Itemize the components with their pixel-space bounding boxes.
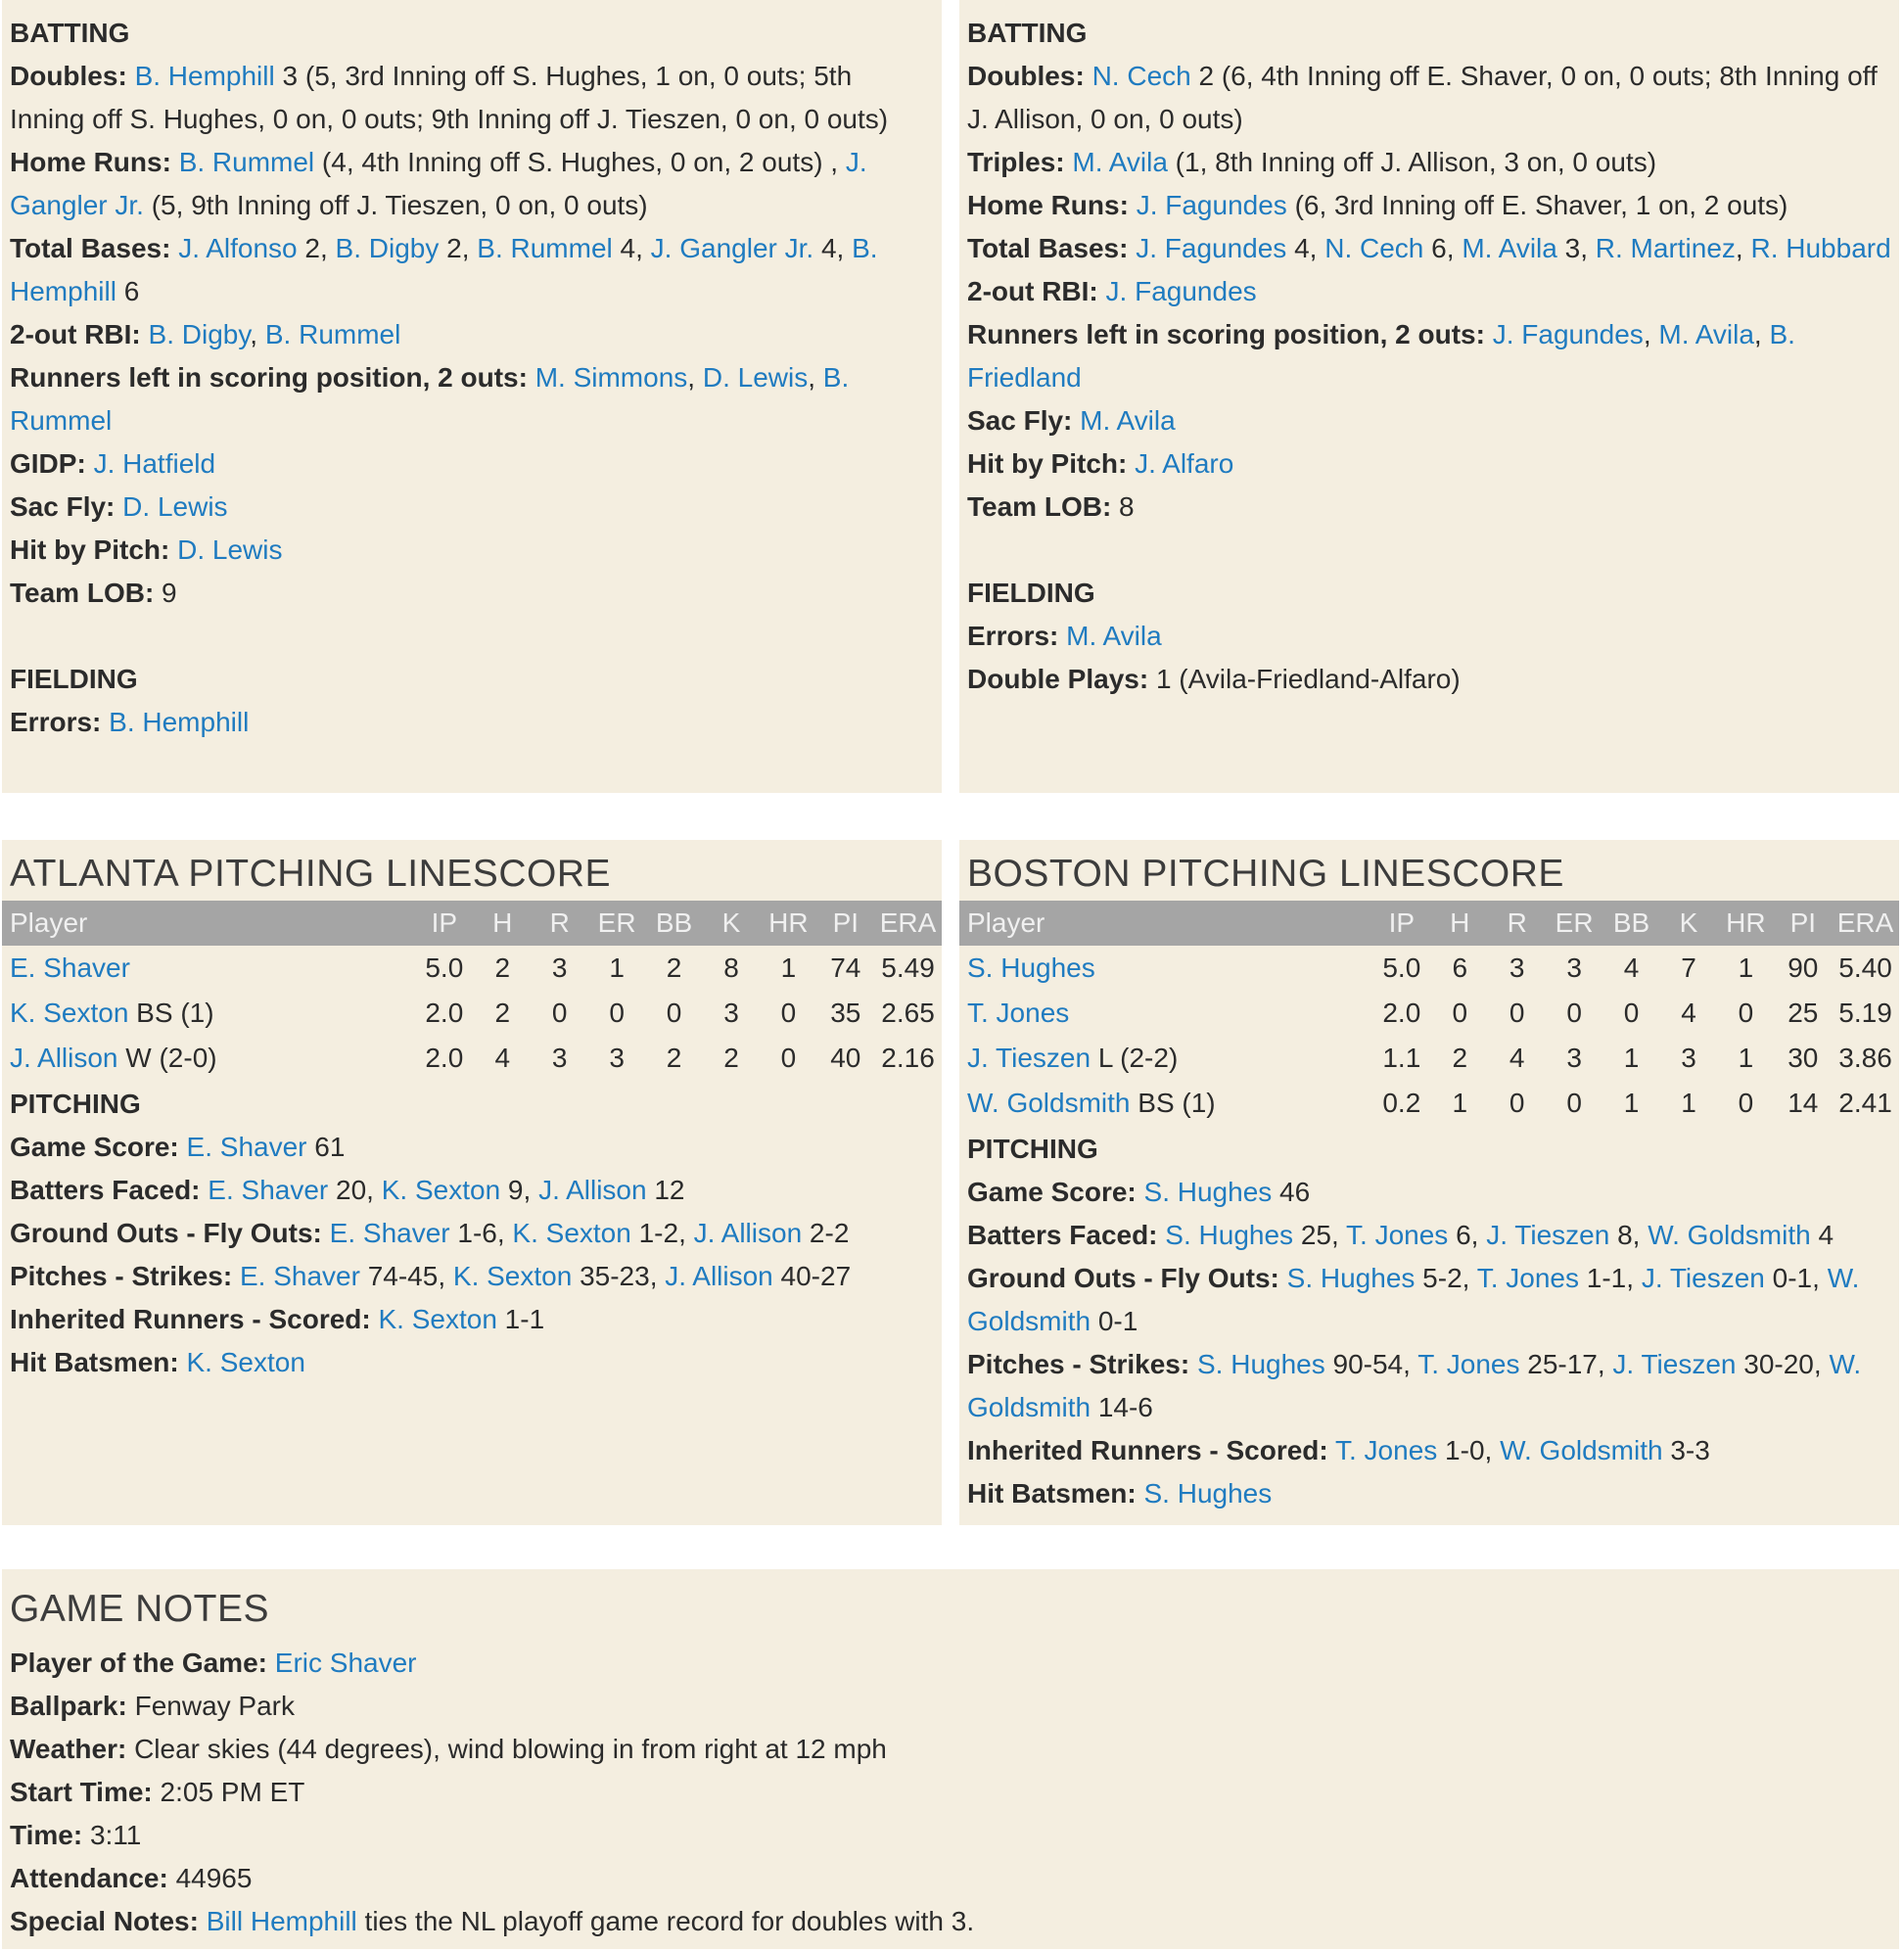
hit-batsmen-line: Hit Batsmen: S. Hughes — [967, 1478, 1273, 1509]
ballpark-line: Ballpark: Fenway Park — [10, 1691, 295, 1721]
player-link[interactable]: B. Hemphill — [109, 707, 250, 737]
player-link[interactable]: E. Shaver — [10, 952, 130, 983]
player-link[interactable]: J. Gangler Jr. — [650, 233, 814, 263]
panel-title: ATLANTA PITCHING LINESCORE — [10, 853, 611, 895]
table-row: J. Allison W (2-0) 2.0 4 3 3 2 2 0 40 2.16 — [10, 1043, 935, 1073]
player-link[interactable]: M. Avila — [1072, 147, 1168, 177]
fielding-heading: FIELDING — [967, 578, 1095, 608]
player-link[interactable]: E. Shaver — [208, 1175, 329, 1205]
game-notes-panel — [2, 1569, 1899, 1949]
column-header: IP — [415, 901, 475, 946]
column-header: Player — [959, 901, 1372, 946]
column-header: IP — [1372, 901, 1432, 946]
player-link[interactable]: Eric Shaver — [274, 1648, 417, 1678]
player-link[interactable]: J. Alfaro — [1135, 448, 1234, 479]
player-link[interactable]: W. Goldsmith — [967, 1349, 1862, 1422]
column-header: ERA — [1832, 901, 1899, 946]
column-header: Player — [2, 901, 415, 946]
fielding-heading: FIELDING — [10, 664, 138, 694]
player-link[interactable]: N. Cech — [1091, 61, 1191, 91]
player-link[interactable]: D. Lewis — [177, 534, 283, 565]
player-link[interactable]: T. Jones — [1335, 1435, 1438, 1465]
two-out-rbi-line: 2-out RBI: B. Digby, B. Rummel — [10, 319, 401, 349]
player-link[interactable]: J. Fagundes — [1492, 319, 1644, 349]
total-bases-line: Total Bases: J. Fagundes 4, N. Cech 6, M. Avila 3, R. Martinez, R. Hubbard — [967, 233, 1891, 263]
column-header: ER — [1546, 901, 1602, 946]
game-score-line: Game Score: E. Shaver 61 — [10, 1132, 346, 1162]
column-header: BB — [645, 901, 702, 946]
player-link[interactable]: T. Jones — [1346, 1220, 1449, 1250]
player-link[interactable]: M. Avila — [1462, 233, 1557, 263]
player-link[interactable]: M. Avila — [1080, 405, 1176, 436]
player-link[interactable]: W. Goldsmith — [1500, 1435, 1663, 1465]
column-header: K — [703, 901, 760, 946]
hbp-line: Hit by Pitch: D. Lewis — [10, 534, 283, 565]
column-header: K — [1660, 901, 1717, 946]
player-link[interactable]: J. Allison — [10, 1043, 118, 1073]
gidp-line: GIDP: J. Hatfield — [10, 448, 216, 479]
atlanta-pitching-panel — [2, 840, 942, 1525]
column-header: H — [1431, 901, 1488, 946]
player-link[interactable]: K. Sexton — [10, 998, 129, 1028]
player-link[interactable]: S. Hughes — [967, 952, 1095, 983]
batting-heading: BATTING — [10, 18, 130, 48]
boston-pitching-panel — [959, 840, 1899, 1525]
player-link[interactable]: W. Goldsmith — [1648, 1220, 1811, 1250]
table-header-row — [2, 901, 942, 946]
player-link[interactable]: B. Digby — [335, 233, 440, 263]
player-of-game-line: Player of the Game: Eric Shaver — [10, 1648, 417, 1678]
column-header: ERA — [874, 901, 942, 946]
pitching-linescore-table — [959, 901, 1899, 1126]
player-link[interactable]: S. Hughes — [1286, 1263, 1416, 1293]
player-link[interactable]: N. Cech — [1324, 233, 1424, 263]
game-time-line: Time: 3:11 — [10, 1820, 142, 1850]
player-link[interactable]: S. Hughes — [1196, 1349, 1325, 1379]
player-link[interactable]: B. Hemphill — [134, 61, 275, 91]
pitching-linescore-table — [2, 901, 942, 1081]
player-link[interactable]: J. Fagundes — [1136, 233, 1287, 263]
player-link[interactable]: D. Lewis — [702, 362, 809, 393]
player-link[interactable]: B. Hemphill — [10, 233, 878, 306]
player-link[interactable]: K. Sexton — [381, 1175, 501, 1205]
game-score-line: Game Score: S. Hughes 46 — [967, 1177, 1311, 1207]
team-lob-line: Team LOB: 8 — [967, 491, 1135, 522]
two-out-rbi-line: 2-out RBI: J. Fagundes — [967, 276, 1257, 306]
doubles-line: Doubles: B. Hemphill 3 (5, 3rd Inning off S. Hughes, 1 on, 0 outs; 5th Inning off S. Hughes, 0 on, 0 outs; 9th Inning off J. Tieszen, 0 on, 0 outs) — [10, 61, 889, 134]
batters-faced-line: Batters Faced: S. Hughes 25, T. Jones 6, J. Tieszen 8, W. Goldsmith 4 — [967, 1220, 1834, 1250]
attendance-line: Attendance: 44965 — [10, 1863, 253, 1893]
table-row: K. Sexton BS (1) 2.0 2 0 0 0 3 0 35 2.65 — [10, 998, 935, 1028]
player-link[interactable]: K. Sexton — [452, 1261, 573, 1291]
player-link[interactable]: B. Rummel — [178, 147, 315, 177]
player-link[interactable]: B. Rummel — [264, 319, 401, 349]
double-plays-line: Double Plays: 1 (Avila-Friedland-Alfaro) — [967, 664, 1461, 694]
errors-line: Errors: M. Avila — [967, 621, 1162, 651]
player-link[interactable]: K. Sexton — [512, 1218, 631, 1248]
player-link[interactable]: R. Martinez — [1595, 233, 1736, 263]
player-link[interactable]: J. Tieszen — [967, 1043, 1091, 1073]
inherited-runners-line: Inherited Runners - Scored: K. Sexton 1-1 — [10, 1304, 545, 1334]
player-link[interactable]: E. Shaver — [186, 1132, 307, 1162]
player-link[interactable]: J. Allison — [693, 1218, 803, 1248]
sac-fly-line: Sac Fly: M. Avila — [967, 405, 1176, 436]
column-header: H — [474, 901, 531, 946]
column-header: ER — [588, 901, 645, 946]
player-link[interactable]: B. Friedland — [967, 319, 1795, 393]
batters-faced-line: Batters Faced: E. Shaver 20, K. Sexton 9, J. Allison 12 — [10, 1175, 685, 1205]
inherited-runners-line: Inherited Runners - Scored: T. Jones 1-0, W. Goldsmith 3-3 — [967, 1435, 1710, 1465]
player-link[interactable]: K. Sexton — [378, 1304, 497, 1334]
player-link[interactable]: J. Alfonso — [178, 233, 298, 263]
table-row: E. Shaver 5.0 2 3 1 2 8 1 74 5.49 — [10, 952, 935, 983]
weather-line: Weather: Clear skies (44 degrees), wind blowing in from right at 12 mph — [10, 1734, 887, 1764]
player-link[interactable]: J. Tieszen — [1612, 1349, 1737, 1379]
pitches-strikes-line: Pitches - Strikes: S. Hughes 90-54, T. Jones 25-17, J. Tieszen 30-20, W. Goldsmith 14-6 — [967, 1349, 1862, 1422]
atlanta-batting-panel — [2, 0, 942, 793]
column-header: R — [532, 901, 588, 946]
total-bases-line: Total Bases: J. Alfonso 2, B. Digby 2, B. Rummel 4, J. Gangler Jr. 4, B. Hemphill 6 — [10, 233, 878, 306]
player-link[interactable]: J. Fagundes — [1136, 190, 1287, 220]
triples-line: Triples: M. Avila (1, 8th Inning off J. Allison, 3 on, 0 outs) — [967, 147, 1657, 177]
player-link[interactable]: R. Hubbard — [1750, 233, 1891, 263]
player-link[interactable]: W. Goldsmith — [967, 1088, 1131, 1118]
player-link[interactable]: M. Simmons — [534, 362, 688, 393]
column-header: PI — [817, 901, 874, 946]
column-header: PI — [1775, 901, 1832, 946]
risp-line: Runners left in scoring position, 2 outs: J. Fagundes, M. Avila, B. Friedland — [967, 319, 1795, 393]
pitches-strikes-line: Pitches - Strikes: E. Shaver 74-45, K. Sexton 35-23, J. Allison 40-27 — [10, 1261, 852, 1291]
hit-batsmen-line: Hit Batsmen: K. Sexton — [10, 1347, 305, 1377]
pitching-heading: PITCHING — [10, 1089, 141, 1119]
sac-fly-line: Sac Fly: D. Lewis — [10, 491, 228, 522]
player-link[interactable]: S. Hughes — [1143, 1478, 1273, 1509]
player-link[interactable]: J. Allison — [538, 1175, 647, 1205]
panel-title: GAME NOTES — [10, 1588, 270, 1630]
errors-line: Errors: B. Hemphill — [10, 707, 250, 737]
team-lob-line: Team LOB: 9 — [10, 578, 177, 608]
player-link[interactable]: B. Rummel — [477, 233, 613, 263]
player-link[interactable]: T. Jones — [1417, 1349, 1520, 1379]
table-row: S. Hughes 5.0 6 3 3 4 7 1 90 5.40 — [967, 952, 1892, 983]
hbp-line: Hit by Pitch: J. Alfaro — [967, 448, 1234, 479]
doubles-line: Doubles: N. Cech 2 (6, 4th Inning off E. Shaver, 0 on, 0 outs; 8th Inning off J. Allison, 0 on, 0 outs) — [967, 61, 1878, 134]
home-runs-line: Home Runs: J. Fagundes (6, 3rd Inning off E. Shaver, 1 on, 2 outs) — [967, 190, 1788, 220]
column-header: HR — [760, 901, 816, 946]
column-header: BB — [1602, 901, 1659, 946]
player-link[interactable]: T. Jones — [967, 998, 1070, 1028]
start-time-line: Start Time: 2:05 PM ET — [10, 1777, 305, 1807]
batting-heading: BATTING — [967, 18, 1088, 48]
player-link[interactable]: W. Goldsmith — [967, 1263, 1860, 1336]
player-link[interactable]: E. Shaver — [239, 1261, 360, 1291]
player-link[interactable]: Bill Hemphill — [206, 1906, 357, 1936]
player-link[interactable]: J. Tieszen — [1486, 1220, 1610, 1250]
ground-fly-outs-line: Ground Outs - Fly Outs: S. Hughes 5-2, T. Jones 1-1, J. Tieszen 0-1, W. Goldsmith 0-1 — [967, 1263, 1860, 1336]
table-row: T. Jones 2.0 0 0 0 0 4 0 25 5.19 — [967, 998, 1892, 1028]
table-row: J. Tieszen L (2-2) 1.1 2 4 3 1 3 1 30 3.86 — [967, 1043, 1892, 1073]
player-link[interactable]: J. Tieszen — [1641, 1263, 1765, 1293]
player-link[interactable]: B. Rummel — [10, 362, 850, 436]
player-link[interactable]: B. Digby — [148, 319, 251, 349]
player-link[interactable]: J. Hatfield — [93, 448, 216, 479]
column-header: R — [1489, 901, 1546, 946]
player-link[interactable]: J. Allison — [665, 1261, 773, 1291]
player-link[interactable]: D. Lewis — [122, 491, 228, 522]
pitching-heading: PITCHING — [967, 1134, 1098, 1164]
player-link[interactable]: E. Shaver — [329, 1218, 450, 1248]
player-link[interactable]: J. Fagundes — [1105, 276, 1257, 306]
special-notes-line: Special Notes: Bill Hemphill ties the NL playoff game record for doubles with 3. — [10, 1906, 975, 1936]
player-link[interactable]: S. Hughes — [1165, 1220, 1294, 1250]
home-runs-line: Home Runs: B. Rummel (4, 4th Inning off S. Hughes, 0 on, 2 outs) , J. Gangler Jr. (5, 9th Inning off J. Tieszen, 0 on, 0 outs) — [10, 147, 867, 220]
player-link[interactable]: M. Avila — [1658, 319, 1754, 349]
player-link[interactable]: S. Hughes — [1143, 1177, 1273, 1207]
ground-fly-outs-line: Ground Outs - Fly Outs: E. Shaver 1-6, K. Sexton 1-2, J. Allison 2-2 — [10, 1218, 850, 1248]
table-header-row — [959, 901, 1899, 946]
column-header: HR — [1717, 901, 1774, 946]
risp-line: Runners left in scoring position, 2 outs: M. Simmons, D. Lewis, B. Rummel — [10, 362, 850, 436]
boston-batting-panel — [959, 0, 1899, 793]
table-row: W. Goldsmith BS (1) 0.2 1 0 0 1 1 0 14 2.41 — [967, 1088, 1892, 1118]
player-link[interactable]: K. Sexton — [186, 1347, 305, 1377]
player-link[interactable]: J. Gangler Jr. — [10, 147, 867, 220]
panel-title: BOSTON PITCHING LINESCORE — [967, 853, 1564, 895]
player-link[interactable]: T. Jones — [1476, 1263, 1579, 1293]
player-link[interactable]: M. Avila — [1066, 621, 1162, 651]
